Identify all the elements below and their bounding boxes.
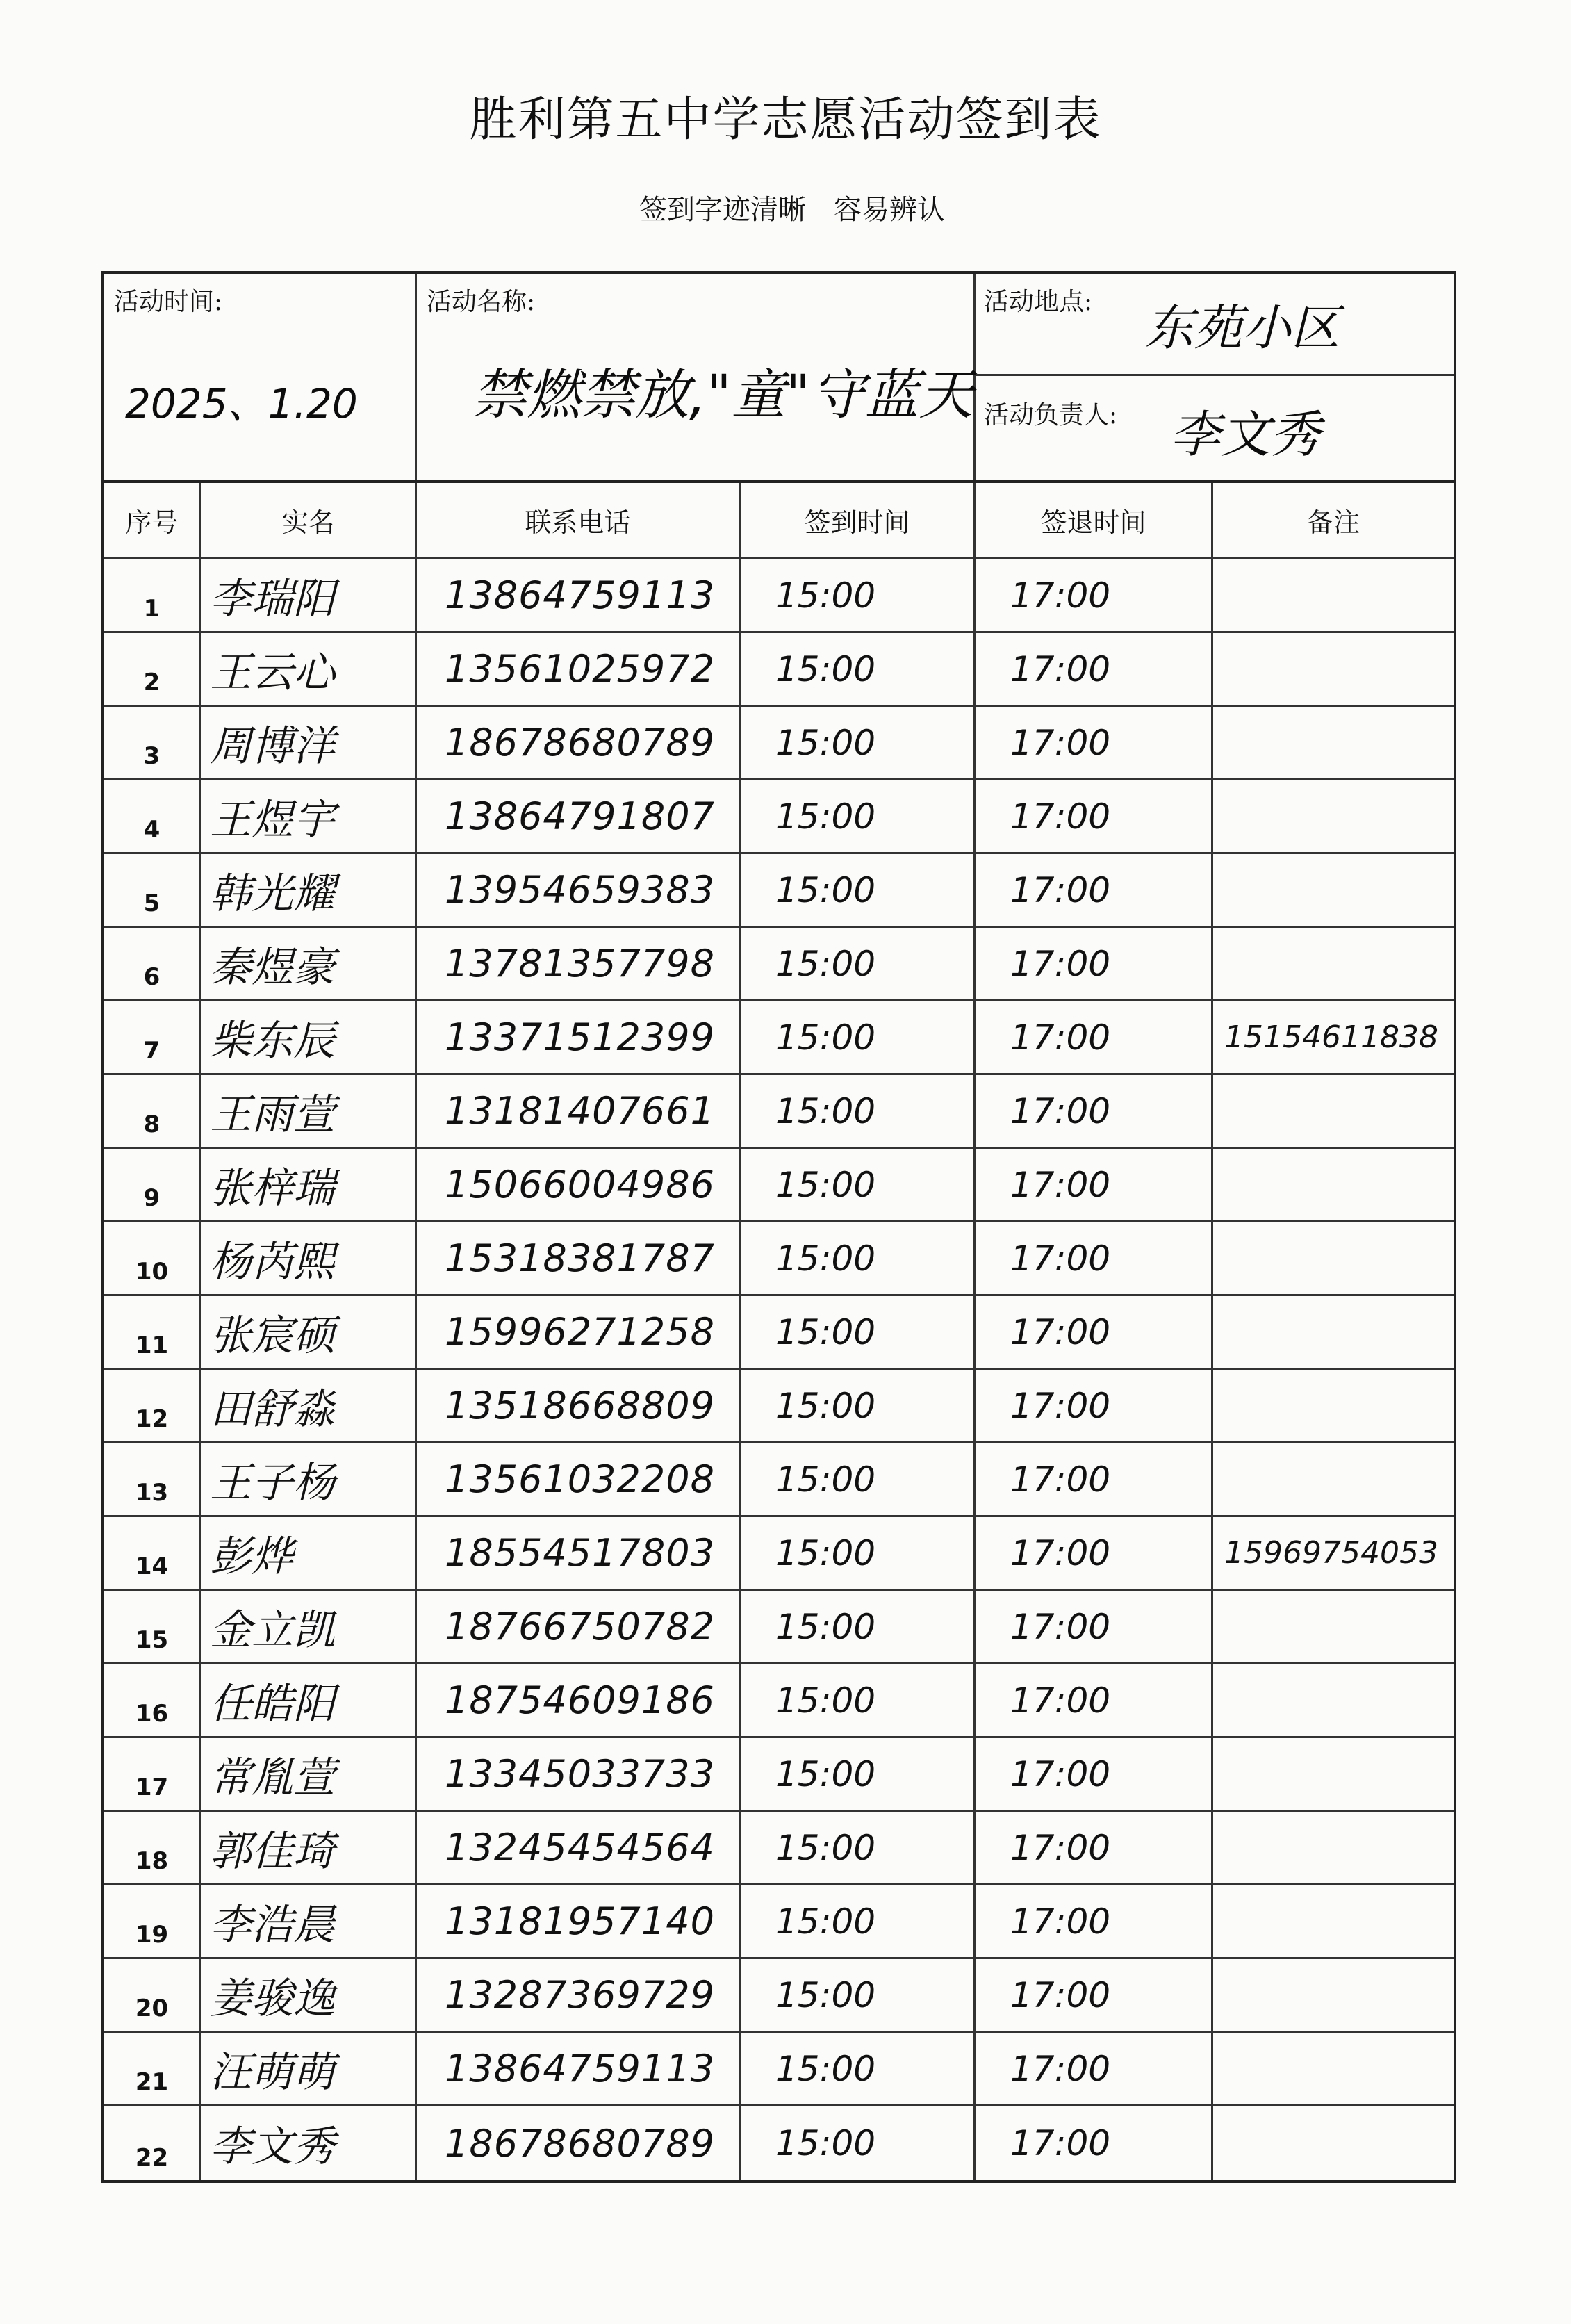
row-number: 6 bbox=[143, 963, 161, 991]
remark-cell bbox=[1213, 1001, 1454, 1073]
checkout-time-cell bbox=[976, 707, 1213, 778]
activity-place-cell bbox=[976, 274, 1454, 376]
signer-phone: 15996271258 bbox=[445, 1310, 715, 1354]
signer-name-cell bbox=[201, 1885, 417, 1957]
table-row bbox=[104, 1149, 1454, 1222]
remark-cell bbox=[1213, 1296, 1454, 1368]
row-number-cell bbox=[104, 1443, 201, 1515]
checkout-time-cell bbox=[976, 1664, 1213, 1736]
checkin-time-cell bbox=[741, 780, 976, 852]
signer-phone: 18754609186 bbox=[445, 1678, 715, 1722]
checkin-time: 15:00 bbox=[775, 796, 876, 837]
checkin-time-cell bbox=[741, 1222, 976, 1294]
row-number: 4 bbox=[143, 816, 161, 844]
checkout-time: 17:00 bbox=[1010, 1753, 1111, 1794]
checkout-time-cell bbox=[976, 2106, 1213, 2180]
remark-cell bbox=[1213, 1075, 1454, 1147]
signer-phone: 18678680789 bbox=[445, 2121, 715, 2166]
row-number-cell bbox=[104, 1296, 201, 1368]
remark-cell bbox=[1213, 1443, 1454, 1515]
checkin-time: 15:00 bbox=[775, 2123, 876, 2163]
signer-name: 韩光耀 bbox=[210, 869, 335, 918]
activity-name-cell bbox=[417, 274, 976, 480]
row-number: 7 bbox=[143, 1037, 161, 1065]
signer-name: 王雨萱 bbox=[210, 1090, 335, 1139]
signer-name-cell bbox=[201, 633, 417, 705]
signin-table bbox=[101, 483, 1456, 2183]
row-number-cell bbox=[104, 707, 201, 778]
checkout-time-cell bbox=[976, 1885, 1213, 1957]
checkout-time: 17:00 bbox=[1010, 1311, 1111, 1352]
signer-name: 李浩晨 bbox=[210, 1900, 335, 1949]
signer-name: 彭烨 bbox=[210, 1532, 293, 1581]
row-number: 12 bbox=[135, 1405, 169, 1433]
signer-phone-cell bbox=[417, 1591, 741, 1662]
checkin-time: 15:00 bbox=[775, 1090, 876, 1131]
signer-name-cell bbox=[201, 559, 417, 631]
signer-name: 王云心 bbox=[210, 648, 335, 697]
header-name: 实名 bbox=[201, 483, 417, 557]
checkin-time: 15:00 bbox=[775, 1827, 876, 1868]
table-row bbox=[104, 1812, 1454, 1885]
table-body bbox=[104, 559, 1454, 2180]
signer-name-cell bbox=[201, 1664, 417, 1736]
signer-name-cell bbox=[201, 1959, 417, 2031]
row-number: 15 bbox=[135, 1626, 169, 1654]
checkout-time-cell bbox=[976, 1959, 1213, 2031]
checkin-time-cell bbox=[741, 1370, 976, 1441]
page-subtitle: 签到字迹清晰 容易辨认 bbox=[639, 194, 945, 226]
checkout-time: 17:00 bbox=[1010, 1459, 1111, 1500]
checkout-time: 17:00 bbox=[1010, 1974, 1111, 2015]
checkout-time: 17:00 bbox=[1010, 575, 1111, 616]
checkin-time-cell bbox=[741, 1443, 976, 1515]
signer-phone: 13181407661 bbox=[445, 1089, 715, 1133]
table-row bbox=[104, 1075, 1454, 1149]
checkout-time-cell bbox=[976, 633, 1213, 705]
signer-name: 汪萌萌 bbox=[210, 2047, 335, 2097]
table-header-row bbox=[104, 483, 1454, 559]
checkin-time-cell bbox=[741, 559, 976, 631]
remark-cell bbox=[1213, 928, 1454, 999]
checkout-time-cell bbox=[976, 1001, 1213, 1073]
signer-name: 王子杨 bbox=[210, 1458, 335, 1507]
signer-name: 柴东辰 bbox=[210, 1016, 335, 1065]
signer-name: 郭佳琦 bbox=[210, 1826, 335, 1876]
checkin-time-cell bbox=[741, 1517, 976, 1589]
checkout-time: 17:00 bbox=[1010, 1238, 1111, 1279]
checkout-time: 17:00 bbox=[1010, 1090, 1111, 1131]
signer-phone: 13864759113 bbox=[445, 2047, 715, 2090]
row-number-cell bbox=[104, 1812, 201, 1883]
table-row bbox=[104, 559, 1454, 633]
signer-name: 田舒淼 bbox=[210, 1384, 335, 1434]
checkout-time: 17:00 bbox=[1010, 722, 1111, 763]
signer-phone: 18766750782 bbox=[445, 1605, 715, 1648]
remark-cell bbox=[1213, 1222, 1454, 1294]
checkout-time: 17:00 bbox=[1010, 1901, 1111, 1942]
signer-phone-cell bbox=[417, 1001, 741, 1073]
signer-name: 张宸硕 bbox=[210, 1311, 335, 1360]
signer-phone: 13518668809 bbox=[445, 1384, 715, 1427]
signer-phone-cell bbox=[417, 1443, 741, 1515]
row-number: 14 bbox=[135, 1553, 169, 1580]
checkin-time-cell bbox=[741, 928, 976, 999]
row-number: 9 bbox=[143, 1184, 161, 1212]
checkin-time: 15:00 bbox=[775, 1238, 876, 1279]
row-number: 22 bbox=[135, 2144, 169, 2172]
checkin-time: 15:00 bbox=[775, 722, 876, 763]
signer-name-cell bbox=[201, 1738, 417, 1810]
header-checkin: 签到时间 bbox=[741, 483, 976, 557]
remark-cell bbox=[1213, 1885, 1454, 1957]
checkin-time-cell bbox=[741, 633, 976, 705]
activity-name-value: 禁燃禁放,"童"守蓝天 bbox=[472, 364, 973, 427]
checkin-time-cell bbox=[741, 1885, 976, 1957]
signer-phone: 13781357798 bbox=[445, 942, 715, 985]
row-number: 2 bbox=[143, 669, 161, 696]
table-row bbox=[104, 1222, 1454, 1296]
signer-name: 周博洋 bbox=[210, 721, 335, 771]
checkin-time-cell bbox=[741, 1149, 976, 1220]
checkin-time: 15:00 bbox=[775, 1532, 876, 1573]
checkout-time-cell bbox=[976, 1075, 1213, 1147]
activity-place-value: 东苑小区 bbox=[1145, 300, 1340, 357]
signer-phone: 13561032208 bbox=[445, 1457, 715, 1501]
signer-name-cell bbox=[201, 1001, 417, 1073]
signer-name-cell bbox=[201, 1370, 417, 1441]
checkin-time-cell bbox=[741, 2033, 976, 2104]
row-number: 18 bbox=[135, 1847, 169, 1875]
signer-phone: 15066004986 bbox=[445, 1163, 715, 1206]
checkin-time: 15:00 bbox=[775, 1459, 876, 1500]
row-number-cell bbox=[104, 780, 201, 852]
signer-phone-cell bbox=[417, 780, 741, 852]
checkin-time: 15:00 bbox=[775, 943, 876, 984]
table-row bbox=[104, 2106, 1454, 2180]
checkout-time-cell bbox=[976, 928, 1213, 999]
signer-phone: 13245454564 bbox=[445, 1826, 715, 1869]
signin-form bbox=[101, 271, 1456, 2172]
checkout-time-cell bbox=[976, 1296, 1213, 1368]
signer-phone: 13954659383 bbox=[445, 868, 715, 912]
checkin-time: 15:00 bbox=[775, 575, 876, 616]
checkin-time-cell bbox=[741, 1959, 976, 2031]
checkout-time: 17:00 bbox=[1010, 1385, 1111, 1426]
signer-name-cell bbox=[201, 854, 417, 926]
checkout-time-cell bbox=[976, 1812, 1213, 1883]
checkin-time: 15:00 bbox=[775, 1974, 876, 2015]
checkin-time-cell bbox=[741, 1075, 976, 1147]
checkout-time: 17:00 bbox=[1010, 943, 1111, 984]
signer-name: 张梓瑞 bbox=[210, 1163, 335, 1213]
row-number-cell bbox=[104, 854, 201, 926]
remark-cell bbox=[1213, 559, 1454, 631]
checkout-time: 17:00 bbox=[1010, 2048, 1111, 2089]
signer-phone-cell bbox=[417, 1296, 741, 1368]
checkin-time: 15:00 bbox=[775, 1311, 876, 1352]
signer-name-cell bbox=[201, 2106, 417, 2180]
table-row bbox=[104, 1296, 1454, 1370]
row-number-cell bbox=[104, 1959, 201, 2031]
signer-phone: 13864759113 bbox=[445, 573, 715, 617]
row-number: 5 bbox=[143, 890, 161, 917]
table-row bbox=[104, 1885, 1454, 1959]
signer-phone: 13561025972 bbox=[445, 647, 715, 691]
signer-name-cell bbox=[201, 1075, 417, 1147]
signer-phone-cell bbox=[417, 1738, 741, 1810]
checkout-time: 17:00 bbox=[1010, 1827, 1111, 1868]
activity-leader-label: 活动负责人: bbox=[984, 401, 1118, 429]
table-row bbox=[104, 2033, 1454, 2106]
signer-name-cell bbox=[201, 2033, 417, 2104]
checkout-time-cell bbox=[976, 1149, 1213, 1220]
signer-phone-cell bbox=[417, 2033, 741, 2104]
checkout-time: 17:00 bbox=[1010, 1532, 1111, 1573]
remark-cell bbox=[1213, 707, 1454, 778]
checkin-time: 15:00 bbox=[775, 1901, 876, 1942]
remark-cell bbox=[1213, 1664, 1454, 1736]
row-number-cell bbox=[104, 1001, 201, 1073]
checkin-time: 15:00 bbox=[775, 869, 876, 910]
row-number-cell bbox=[104, 1664, 201, 1736]
row-number: 17 bbox=[135, 1774, 169, 1801]
signer-phone-cell bbox=[417, 1664, 741, 1736]
checkout-time-cell bbox=[976, 2033, 1213, 2104]
signer-phone-cell bbox=[417, 707, 741, 778]
checkout-time-cell bbox=[976, 1738, 1213, 1810]
signer-name: 常胤萱 bbox=[210, 1753, 335, 1802]
row-number-cell bbox=[104, 559, 201, 631]
remark-cell bbox=[1213, 2106, 1454, 2180]
signer-phone-cell bbox=[417, 1075, 741, 1147]
checkin-time: 15:00 bbox=[775, 1164, 876, 1205]
signer-phone: 13864791807 bbox=[445, 794, 715, 838]
signer-name-cell bbox=[201, 928, 417, 999]
row-number-cell bbox=[104, 1885, 201, 1957]
activity-leader-value: 李文秀 bbox=[1170, 405, 1321, 464]
checkout-time-cell bbox=[976, 559, 1213, 631]
checkin-time-cell bbox=[741, 2106, 976, 2180]
signer-phone: 13371512399 bbox=[445, 1015, 715, 1059]
table-row bbox=[104, 633, 1454, 707]
checkin-time: 15:00 bbox=[775, 1385, 876, 1426]
checkout-time: 17:00 bbox=[1010, 1606, 1111, 1647]
checkout-time: 17:00 bbox=[1010, 1017, 1111, 1058]
signer-name: 李瑞阳 bbox=[210, 574, 335, 623]
signer-name: 杨芮熙 bbox=[210, 1237, 335, 1286]
header-note: 备注 bbox=[1306, 507, 1360, 538]
checkout-time-cell bbox=[976, 854, 1213, 926]
table-row bbox=[104, 780, 1454, 854]
checkin-time: 15:00 bbox=[775, 1017, 876, 1058]
remark-cell bbox=[1213, 1812, 1454, 1883]
signer-name-cell bbox=[201, 1149, 417, 1220]
remark-cell bbox=[1213, 633, 1454, 705]
header-seq: 序号 bbox=[104, 483, 201, 557]
row-number-cell bbox=[104, 1517, 201, 1589]
signer-name: 王煜宇 bbox=[210, 795, 335, 844]
checkout-time: 17:00 bbox=[1010, 869, 1111, 910]
row-number-cell bbox=[104, 1149, 201, 1220]
checkin-time: 15:00 bbox=[775, 648, 876, 689]
page-title: 胜利第五中学志愿活动签到表 bbox=[469, 92, 1102, 147]
row-number-cell bbox=[104, 2033, 201, 2104]
signer-phone-cell bbox=[417, 1370, 741, 1441]
table-row bbox=[104, 854, 1454, 928]
checkin-time-cell bbox=[741, 1812, 976, 1883]
row-number-cell bbox=[104, 1370, 201, 1441]
checkin-time-cell bbox=[741, 707, 976, 778]
table-row bbox=[104, 1738, 1454, 1812]
signer-phone: 15318381787 bbox=[445, 1236, 715, 1280]
signer-name-cell bbox=[201, 1443, 417, 1515]
activity-leader-cell bbox=[976, 376, 1454, 480]
remark: 15969754053 bbox=[1224, 1535, 1438, 1571]
row-number: 11 bbox=[135, 1332, 169, 1359]
checkin-time-cell bbox=[741, 1664, 976, 1736]
remark-cell bbox=[1213, 2033, 1454, 2104]
signer-phone-cell bbox=[417, 1812, 741, 1883]
signer-phone-cell bbox=[417, 1885, 741, 1957]
table-row bbox=[104, 1959, 1454, 2033]
activity-time-label: 活动时间: bbox=[114, 288, 223, 316]
signer-name-cell bbox=[201, 1517, 417, 1589]
remark-cell bbox=[1213, 854, 1454, 926]
checkin-time: 15:00 bbox=[775, 2048, 876, 2089]
checkout-time-cell bbox=[976, 1222, 1213, 1294]
row-number-cell bbox=[104, 1738, 201, 1810]
remark-cell bbox=[1213, 1370, 1454, 1441]
activity-name-label: 活动名称: bbox=[427, 288, 536, 316]
row-number: 1 bbox=[143, 595, 161, 623]
row-number-cell bbox=[104, 633, 201, 705]
signer-name: 金立凯 bbox=[210, 1605, 335, 1655]
activity-time-cell bbox=[104, 274, 417, 480]
activity-time-value: 2025、1.20 bbox=[125, 380, 358, 427]
row-number-cell bbox=[104, 1222, 201, 1294]
signer-phone: 13287369729 bbox=[445, 1973, 715, 2017]
remark-cell bbox=[1213, 1959, 1454, 2031]
signer-name-cell bbox=[201, 1222, 417, 1294]
table-row bbox=[104, 928, 1454, 1001]
checkout-time-cell bbox=[976, 780, 1213, 852]
row-number: 20 bbox=[135, 1995, 169, 2022]
signer-phone-cell bbox=[417, 854, 741, 926]
checkout-time: 17:00 bbox=[1010, 796, 1111, 837]
checkin-time-cell bbox=[741, 1591, 976, 1662]
signer-phone-cell bbox=[417, 633, 741, 705]
checkout-time: 17:00 bbox=[1010, 1680, 1111, 1721]
checkout-time-cell bbox=[976, 1517, 1213, 1589]
signer-phone-cell bbox=[417, 1959, 741, 2031]
checkout-time-cell bbox=[976, 1591, 1213, 1662]
row-number: 10 bbox=[135, 1258, 169, 1286]
signer-phone: 18678680789 bbox=[445, 721, 715, 764]
row-number: 16 bbox=[135, 1700, 169, 1728]
signer-name: 秦煜豪 bbox=[210, 942, 335, 992]
table-row bbox=[104, 1664, 1454, 1738]
remark-cell bbox=[1213, 780, 1454, 852]
signer-phone: 18554517803 bbox=[445, 1531, 715, 1575]
checkin-time-cell bbox=[741, 1738, 976, 1810]
checkout-time: 17:00 bbox=[1010, 648, 1111, 689]
signer-name: 姜骏逸 bbox=[210, 1974, 335, 2023]
signer-name: 李文秀 bbox=[210, 2122, 335, 2171]
header-checkout: 签退时间 bbox=[976, 483, 1213, 557]
signer-name-cell bbox=[201, 1296, 417, 1368]
remark-cell bbox=[1213, 1517, 1454, 1589]
table-row bbox=[104, 1517, 1454, 1591]
signer-phone-cell bbox=[417, 1222, 741, 1294]
signer-phone-cell bbox=[417, 559, 741, 631]
signer-phone-cell bbox=[417, 1149, 741, 1220]
activity-place-label: 活动地点: bbox=[984, 288, 1093, 316]
signer-phone: 13181957140 bbox=[445, 1899, 715, 1943]
table-row bbox=[104, 1443, 1454, 1517]
signer-name-cell bbox=[201, 1591, 417, 1662]
checkin-time: 15:00 bbox=[775, 1606, 876, 1647]
signer-phone-cell bbox=[417, 2106, 741, 2180]
checkin-time-cell bbox=[741, 854, 976, 926]
signer-name: 任皓阳 bbox=[210, 1679, 335, 1728]
checkout-time-cell bbox=[976, 1370, 1213, 1441]
header-phone: 联系电话 bbox=[417, 483, 741, 557]
activity-info-block bbox=[101, 271, 1456, 483]
signer-phone-cell bbox=[417, 1517, 741, 1589]
signer-name-cell bbox=[201, 780, 417, 852]
row-number: 13 bbox=[135, 1479, 169, 1507]
signer-phone: 13345033733 bbox=[445, 1752, 715, 1796]
checkin-time-cell bbox=[741, 1296, 976, 1368]
remark-cell bbox=[1213, 1591, 1454, 1662]
table-row bbox=[104, 1370, 1454, 1443]
row-number-cell bbox=[104, 1075, 201, 1147]
remark-cell bbox=[1213, 1149, 1454, 1220]
checkin-time: 15:00 bbox=[775, 1680, 876, 1721]
signer-name-cell bbox=[201, 1812, 417, 1883]
checkout-time: 17:00 bbox=[1010, 2123, 1111, 2163]
remark: 15154611838 bbox=[1224, 1020, 1438, 1055]
signer-name-cell bbox=[201, 707, 417, 778]
row-number: 21 bbox=[135, 2068, 169, 2096]
table-row bbox=[104, 1001, 1454, 1075]
checkout-time: 17:00 bbox=[1010, 1164, 1111, 1205]
row-number-cell bbox=[104, 2106, 201, 2180]
checkin-time-cell bbox=[741, 1001, 976, 1073]
signer-phone-cell bbox=[417, 928, 741, 999]
row-number-cell bbox=[104, 928, 201, 999]
table-row bbox=[104, 707, 1454, 780]
row-number: 8 bbox=[143, 1111, 161, 1138]
checkout-time-cell bbox=[976, 1443, 1213, 1515]
remark-cell bbox=[1213, 1738, 1454, 1810]
row-number: 19 bbox=[135, 1921, 169, 1949]
table-row bbox=[104, 1591, 1454, 1664]
row-number-cell bbox=[104, 1591, 201, 1662]
checkin-time: 15:00 bbox=[775, 1753, 876, 1794]
row-number: 3 bbox=[143, 742, 161, 770]
